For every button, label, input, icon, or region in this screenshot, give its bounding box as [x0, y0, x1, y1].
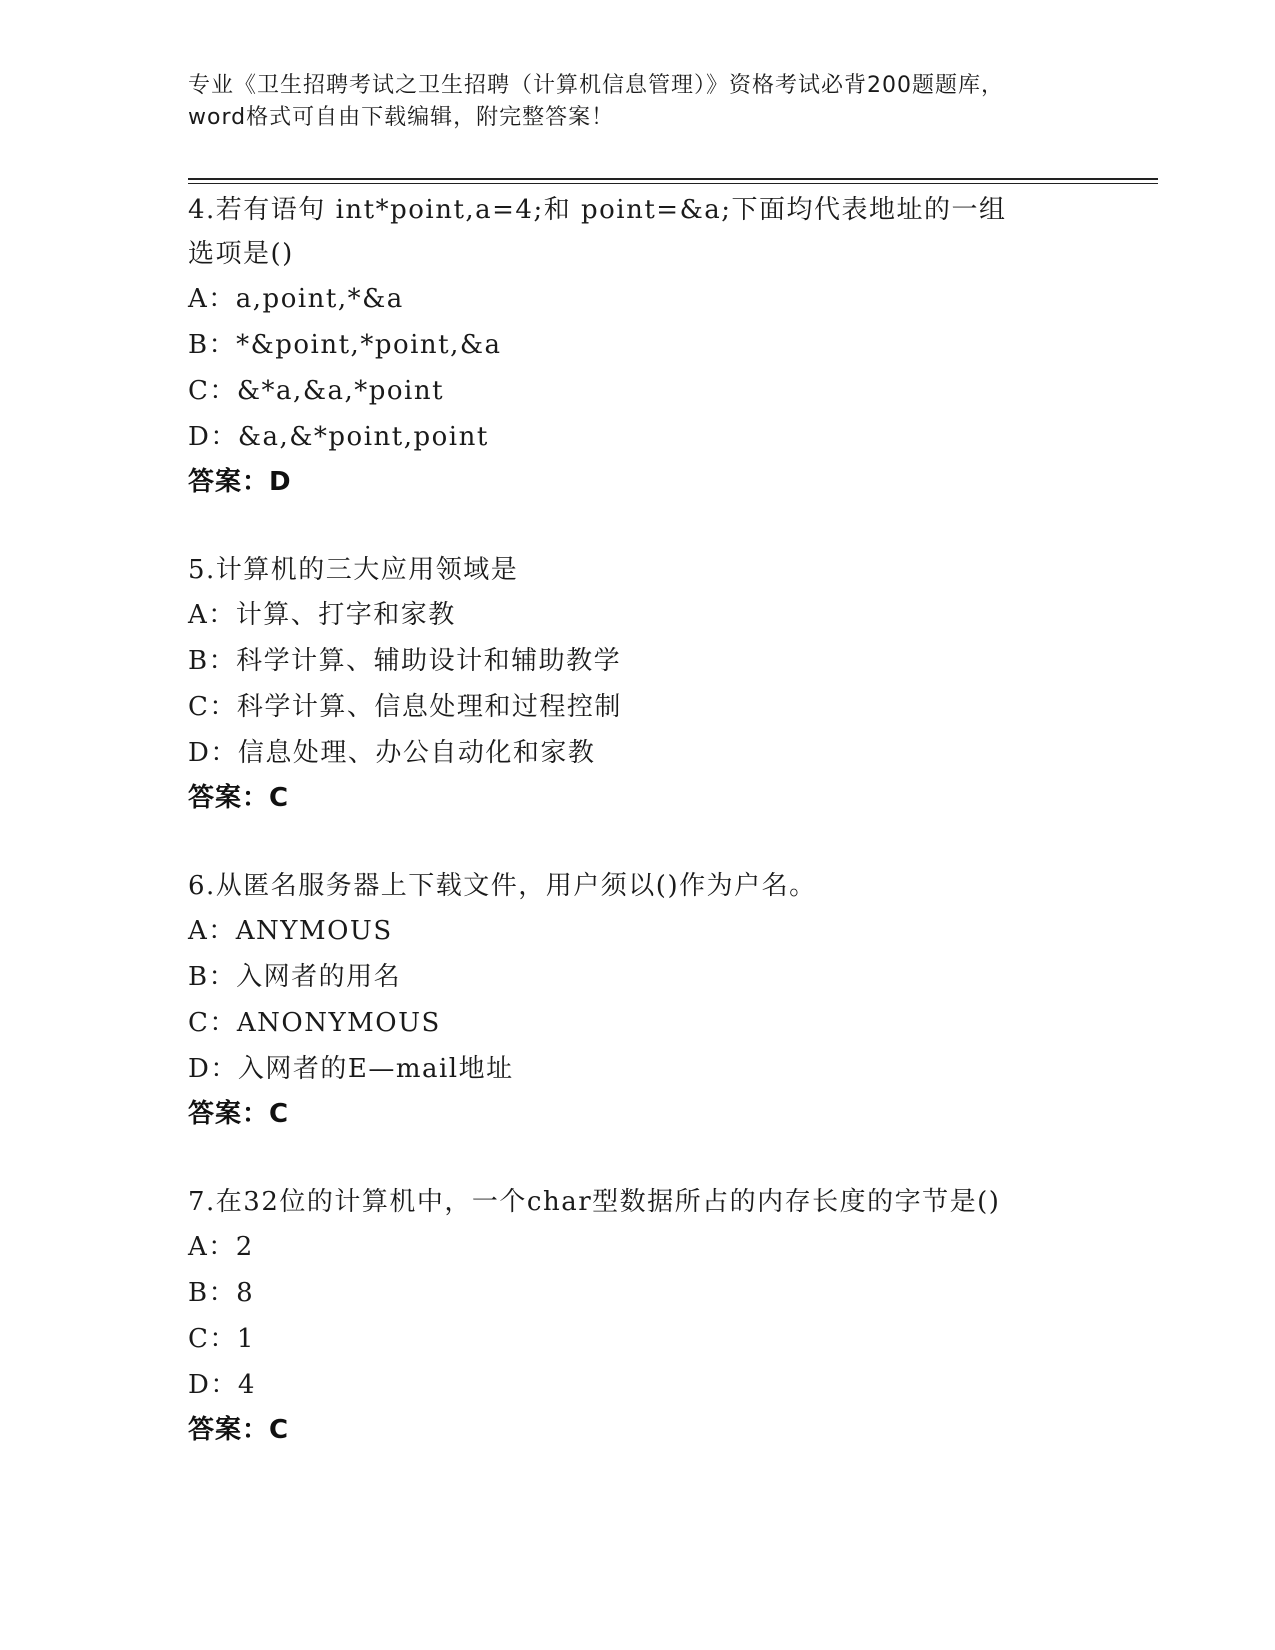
header-divider [188, 178, 1158, 184]
option-text: 计算、打字和家教 [235, 600, 456, 630]
option-key: C： [188, 692, 237, 722]
question-7 [188, 1180, 1128, 1452]
option-key: B： [188, 330, 237, 360]
option-key: D： [188, 1054, 238, 1084]
option-text: *&point,*point,&a [236, 330, 502, 360]
option-d [188, 730, 1128, 776]
answer-label: 答案：C [188, 783, 290, 813]
question-5 [188, 548, 1128, 820]
option-text: 入网者的用名 [236, 962, 402, 992]
option-key: D： [188, 1370, 238, 1400]
option-a [188, 1224, 1128, 1270]
option-text: 8 [236, 1278, 255, 1308]
option-text: 科学计算、辅助设计和辅助教学 [236, 646, 622, 676]
option-c [188, 1316, 1128, 1362]
option-key: A： [188, 284, 236, 314]
option-b [188, 1270, 1128, 1316]
option-key: D： [188, 738, 238, 768]
option-text: &*a,&a,*point [236, 376, 445, 406]
option-b [188, 638, 1128, 684]
option-c [188, 368, 1128, 414]
question-title: 6.从匿名服务器上下载文件，用户须以()作为户名。 [188, 871, 817, 901]
question-title: 7.在32位的计算机中，一个char型数据所占的内存长度的字节是() [188, 1187, 1001, 1217]
option-key: A： [188, 600, 236, 630]
option-b [188, 954, 1128, 1000]
option-key: B： [188, 962, 237, 992]
question-list [188, 188, 1128, 1496]
option-text: 信息处理、办公自动化和家教 [237, 738, 596, 768]
option-a [188, 908, 1128, 954]
option-key: C： [188, 1008, 237, 1038]
option-key: D： [188, 422, 238, 452]
option-c [188, 684, 1128, 730]
option-d [188, 414, 1128, 460]
question-4 [188, 188, 1128, 504]
header-line-1: 专业《卫生招聘考试之卫生招聘（计算机信息管理）》资格考试必背200题题库， [188, 73, 1004, 98]
option-c [188, 1000, 1128, 1046]
answer-label: 答案：C [188, 1415, 290, 1445]
option-key: B： [188, 1278, 237, 1308]
option-key: A： [188, 916, 236, 946]
option-key: C： [188, 376, 237, 406]
option-key: A： [188, 1232, 236, 1262]
question-title: 4.若有语句 int*point,a=4;和 point=&a;下面均代表地址的一组选项是() [188, 195, 1007, 269]
option-d [188, 1362, 1128, 1408]
option-text: 4 [237, 1370, 256, 1400]
option-a [188, 276, 1128, 322]
option-text: 1 [236, 1324, 255, 1354]
question-title: 5.计算机的三大应用领域是 [188, 555, 519, 585]
option-text: ANYMOUS [235, 916, 393, 946]
option-text: a,point,*&a [235, 284, 404, 314]
option-text: 入网者的E—mail地址 [237, 1054, 514, 1084]
option-a [188, 592, 1128, 638]
document-header [188, 70, 1088, 134]
option-text: &a,&*point,point [237, 422, 489, 452]
option-key: C： [188, 1324, 237, 1354]
answer-label: 答案：C [188, 1099, 290, 1129]
answer-label: 答案：D [188, 467, 292, 497]
option-key: B： [188, 646, 237, 676]
option-b [188, 322, 1128, 368]
option-d [188, 1046, 1128, 1092]
option-text: 2 [235, 1232, 254, 1262]
option-text: ANONYMOUS [236, 1008, 441, 1038]
question-6 [188, 864, 1128, 1136]
header-line-2: word格式可自由下载编辑，附完整答案！ [188, 105, 615, 130]
option-text: 科学计算、信息处理和过程控制 [236, 692, 622, 722]
